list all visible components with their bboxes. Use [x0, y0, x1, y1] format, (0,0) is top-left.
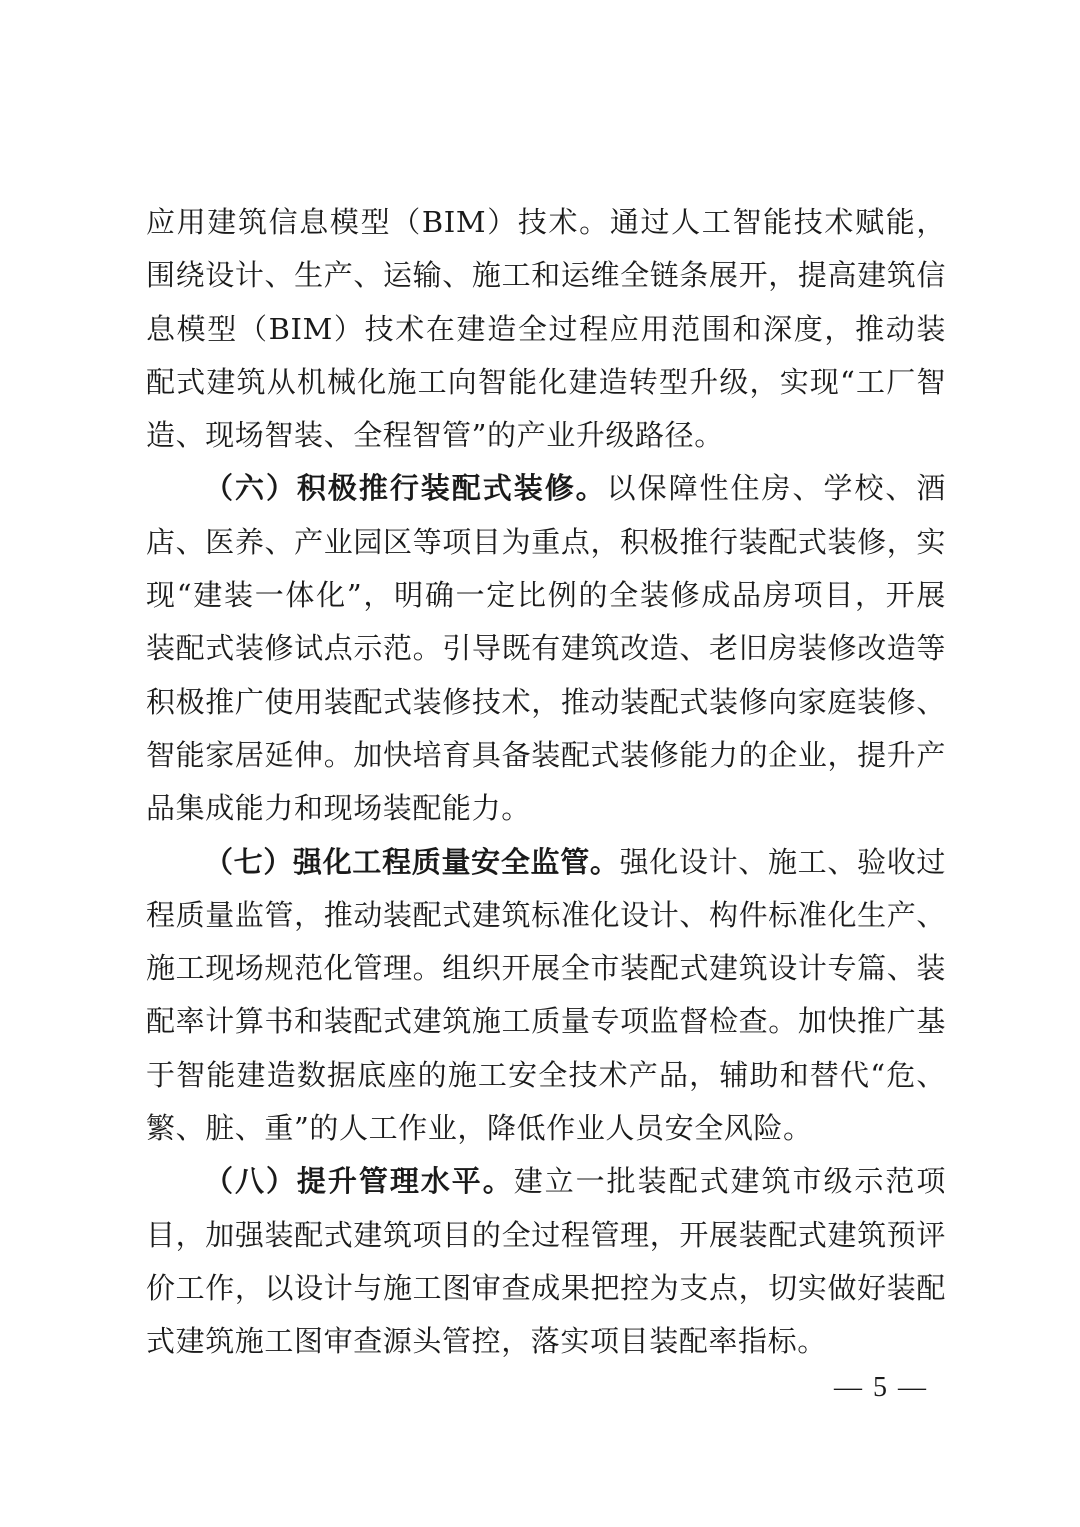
- paragraph-body: 强化设计、施工、验收过程质量监管，推动装配式建筑标准化设计、构件标准化生产、施工现场规范化管理。组织开展全市装配式建筑设计专篇、装配率计算书和装配式建筑施工质量专项监督检查。加快推广基于智能建造数据底座的施工安全技术产品，辅助和替代“危、繁、脏、重”的人工作业，降低作业人员安全风险。: [146, 844, 946, 1146]
- section-heading: （八）提升管理水平。: [204, 1164, 514, 1199]
- paragraph-bim-continuation: [146, 196, 946, 462]
- paragraph-section-6: [146, 462, 946, 835]
- page-number: — 5 —: [834, 1372, 928, 1403]
- paragraph-section-7: [146, 836, 946, 1156]
- document-body: [146, 196, 946, 1369]
- section-heading: （六）积极推行装配式装修。: [204, 471, 607, 506]
- section-heading: （七）强化工程质量安全监管。: [204, 844, 620, 879]
- paragraph-body: 应用建筑信息模型（BIM）技术。通过人工智能技术赋能，围绕设计、生产、运输、施工和运维全链条展开，提高建筑信息模型（BIM）技术在建造全过程应用范围和深度，推动装配式建筑从机械化施工向智能化建造转型升级，实现“工厂智造、现场智装、全程智管”的产业升级路径。: [146, 205, 946, 453]
- paragraph-body: 以保障性住房、学校、酒店、医养、产业园区等项目为重点，积极推行装配式装修，实现“建装一体化”，明确一定比例的全装修成品房项目，开展装配式装修试点示范。引导既有建筑改造、老旧房装修改造等积极推广使用装配式装修技术，推动装配式装修向家庭装修、智能家居延伸。加快培育具备装配式装修能力的企业，提升产品集成能力和现场装配能力。: [146, 471, 946, 826]
- paragraph-section-8: [146, 1155, 946, 1368]
- paragraph-body: 建立一批装配式建筑市级示范项目，加强装配式建筑项目的全过程管理，开展装配式建筑预评价工作，以设计与施工图审查成果把控为支点，切实做好装配式建筑施工图审查源头管控，落实项目装配率指标。: [146, 1164, 946, 1359]
